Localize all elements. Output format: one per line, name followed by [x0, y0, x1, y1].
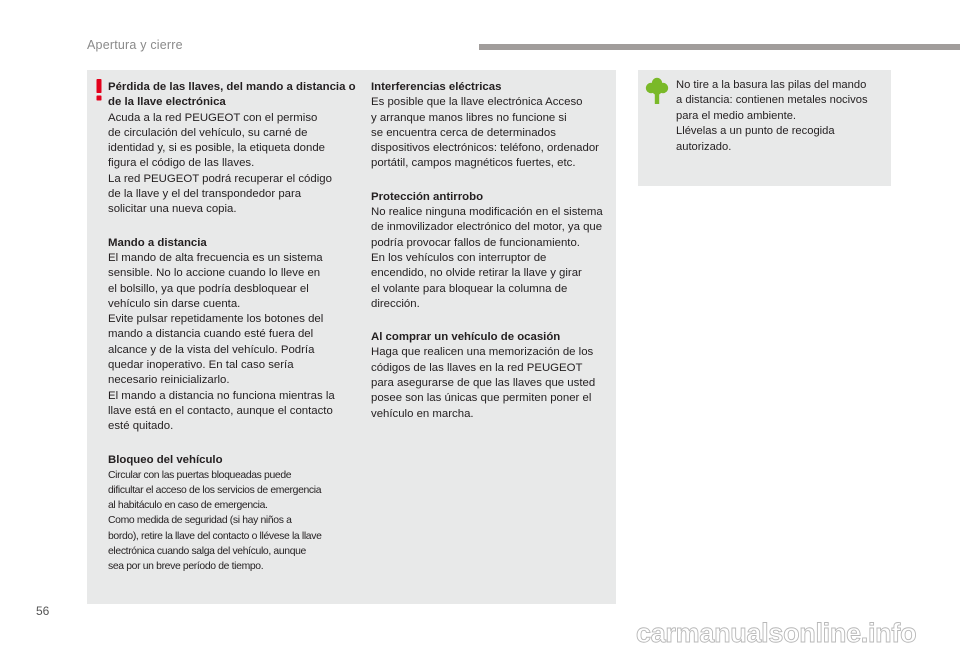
environment-note — [676, 78, 886, 155]
text-line: a distancia: contienen metales nocivos — [676, 94, 868, 107]
environment-note-body — [676, 78, 886, 155]
used-vehicle-section — [371, 330, 621, 422]
text-line: y arranque manos libres no funcione si — [371, 111, 567, 124]
section-heading: Protección antirrobo — [371, 190, 484, 203]
text-line: llave está en el contacto, aunque el contacto — [108, 404, 333, 417]
text-line: Es posible que la llave electrónica Acceso — [371, 96, 583, 109]
text-line: sea por un breve período de tiempo. — [108, 561, 264, 573]
text-line: identidad y, si es posible, la etiqueta donde — [108, 142, 325, 155]
page-number: 56 — [36, 604, 50, 618]
anti-theft-section — [371, 190, 621, 312]
text-line: electrónica cuando salga del vehículo, aunque — [108, 545, 306, 557]
text-line: podría provocar fallos de funcionamiento. — [371, 236, 580, 249]
text-line: El mando de alta frecuencia es un sistema — [108, 251, 323, 264]
header-bar — [479, 44, 960, 50]
text-line: autorizado. — [676, 140, 732, 153]
text-line: figura el código de las llaves. — [108, 157, 255, 170]
section-body — [108, 251, 358, 435]
text-line: vehículo sin darse cuenta. — [108, 297, 241, 310]
text-line: vehículo en marcha. — [371, 407, 474, 420]
text-line: Llévelas a un punto de recogida — [676, 125, 835, 138]
text-line: de circulación del vehículo, su carné de — [108, 126, 308, 139]
text-line: para asegurarse de que las llaves que usted — [371, 377, 596, 390]
section-body — [108, 111, 358, 218]
text-line: En los vehículos con interruptor de — [371, 251, 547, 264]
text-line: dirección. — [371, 297, 420, 310]
text-line: encendido, no olvide retirar la llave y girar — [371, 267, 582, 280]
text-line: La red PEUGEOT podrá recuperar el código — [108, 172, 332, 185]
section-heading: Mando a distancia — [108, 236, 207, 249]
text-line: No realice ninguna modificación en el sistema — [371, 206, 603, 219]
section-heading: Bloqueo del vehículo — [108, 453, 223, 466]
text-line: Como medida de seguridad (si hay niños a — [108, 515, 292, 527]
text-line: dificultar el acceso de los servicios de emergencia — [108, 485, 322, 497]
text-line: al habitáculo en caso de emergencia. — [108, 500, 268, 512]
text-line: códigos de las llaves en la red PEUGEOT — [371, 361, 583, 374]
electrical-interference-section — [371, 80, 621, 172]
text-line: mando a distancia cuando esté fuera del — [108, 328, 314, 341]
lost-keys-section — [108, 80, 358, 218]
tree-environment-icon — [645, 77, 669, 105]
text-line: Evite pulsar repetidamente los botones del — [108, 313, 324, 326]
text-line: solicitar una nueva copia. — [108, 203, 237, 216]
remote-control-section — [108, 236, 358, 435]
watermark — [636, 620, 954, 648]
middle-column — [371, 80, 621, 440]
text-line: quedar inoperativo. En tal caso sería — [108, 359, 294, 372]
text-line: de inmovilizador electrónico del motor, ya que — [371, 221, 603, 234]
section-body — [108, 468, 358, 574]
text-line: Acuda a la red PEUGEOT con el permiso — [108, 111, 318, 124]
text-line: Haga que realicen una memorización de los — [371, 346, 594, 359]
section-heading: Pérdida de las llaves, del mando a distancia o de la llave electrónica — [108, 81, 356, 109]
text-line: alcance y de la vista del vehículo. Podría — [108, 343, 315, 356]
text-line: bordo), retire la llave del contacto o llévese la llave — [108, 530, 322, 542]
text-line: portátil, campos magnéticos fuertes, etc. — [371, 157, 576, 170]
warning-exclamation-icon — [95, 79, 103, 101]
section-body — [371, 95, 621, 171]
text-line: No tire a la basura las pilas del mando — [676, 79, 867, 91]
text-line: dispositivos electrónicos: teléfono, ordenador — [371, 142, 599, 155]
text-line: sensible. No lo accione cuando lo lleve en — [108, 267, 321, 280]
text-line: necesario reinicializarlo. — [108, 374, 230, 387]
section-body — [371, 345, 621, 421]
vehicle-locking-section — [108, 453, 358, 575]
section-title: Apertura y cierre — [87, 38, 183, 52]
text-line: el volante para bloquear la columna de — [371, 282, 568, 295]
section-heading: Interferencias eléctricas — [371, 81, 502, 93]
section-body — [371, 205, 621, 312]
watermark-text: carmanualsonline.info — [636, 620, 917, 648]
left-column — [108, 80, 358, 592]
text-line: esté quitado. — [108, 420, 174, 433]
text-line: posee son las únicas que permiten poner el — [371, 392, 592, 405]
text-line: el bolsillo, ya que podría desbloquear el — [108, 282, 309, 295]
section-heading: Al comprar un vehículo de ocasión — [371, 331, 561, 344]
text-line: de la llave y el del transpondedor para — [108, 188, 302, 201]
text-line: El mando a distancia no funciona mientras la — [108, 389, 335, 402]
text-line: para el medio ambiente. — [676, 109, 797, 122]
text-line: se encuentra cerca de determinados — [371, 126, 556, 139]
text-line: Circular con las puertas bloqueadas puede — [108, 469, 292, 481]
